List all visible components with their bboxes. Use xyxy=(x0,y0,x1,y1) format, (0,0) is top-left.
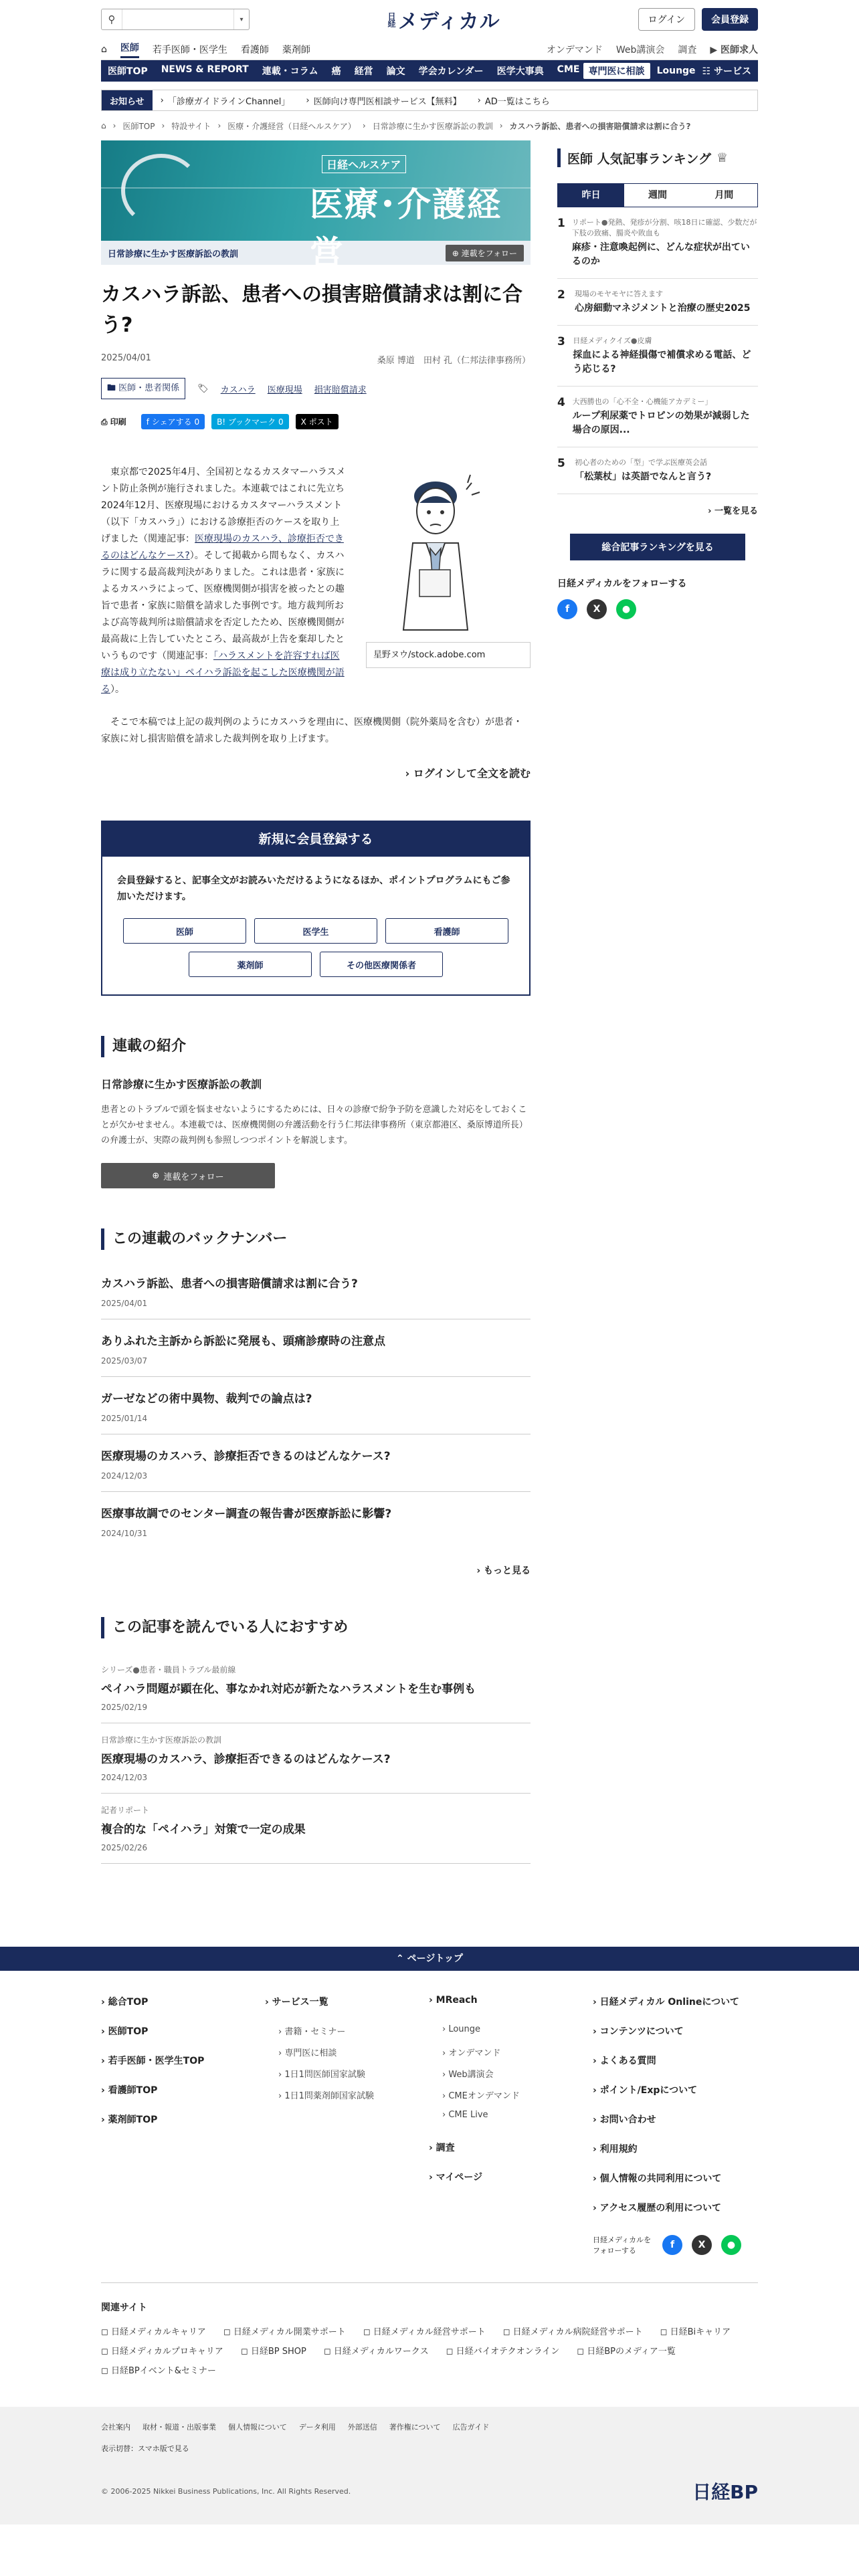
footer-link-label: マイページ xyxy=(436,2172,483,2183)
footer-link[interactable]: › 薬剤師TOP xyxy=(101,2115,158,2125)
hero-brand: 日経ヘルスケア xyxy=(322,155,406,173)
related-link-label: 日経メディカルプロキャリア xyxy=(110,2347,223,2357)
item-title: ガーゼなどの術中異物、裁判での論点は? xyxy=(101,1392,312,1406)
list-item[interactable] xyxy=(101,1794,531,1864)
rank-category: 大西勝也の「心不全・心機能アカデミー」 xyxy=(572,397,712,406)
rank-number: 1 xyxy=(557,217,565,230)
article-text: 東京都で2025年4月、全国初となるカスタマーハラスメント防止条例が施行されました。本連載ではこれに先立ち2024年12月、医療現場におけるカスタマーハラスメント（以下「カスハラ」）における診療拒否のケースを取り上げました（関連記事： xyxy=(101,467,346,544)
follow-series-button[interactable]: ⊕ 連載をフォロー xyxy=(101,1163,275,1188)
list-item[interactable] xyxy=(101,1723,531,1794)
footer-sublink[interactable]: › CMEオンデマンド xyxy=(442,2091,520,2101)
footer-sublink-label: CME Live xyxy=(448,2110,488,2120)
backnumber-list xyxy=(101,1262,531,1549)
ranking-more-link[interactable]: › 一覧を見る xyxy=(708,506,758,516)
related-link-label: 日経メディカル経営サポート xyxy=(373,2327,486,2337)
related-link-label: 日経Biキャリア xyxy=(670,2327,731,2337)
site-logo[interactable] xyxy=(387,5,500,34)
notice-item-label: 「診療ガイドラインChannel」 xyxy=(167,96,290,107)
footer xyxy=(101,1971,758,2376)
item-date: 2025/02/19 xyxy=(101,1703,148,1712)
notice-bar xyxy=(101,90,758,111)
article-text: ）。 xyxy=(110,684,124,695)
ranking-tabs xyxy=(557,183,758,207)
footer-link[interactable]: › マイページ xyxy=(429,2172,483,2183)
footer-sublink[interactable]: › オンデマンド xyxy=(442,2048,501,2058)
follow-series-label: 連載をフォロー xyxy=(461,248,517,258)
list-item[interactable] xyxy=(101,1492,531,1549)
footer-link[interactable]: › 日経メディカル Onlineについて xyxy=(593,1997,740,2008)
related-link[interactable]: ◻ 日経メディカルプロキャリア xyxy=(101,2347,223,2357)
related-link[interactable]: ◻ 日経バイオテクオンライン xyxy=(446,2347,560,2357)
nikkei-bp-logo[interactable]: 日経BP xyxy=(692,2481,758,2503)
footer-sublink-label: Lounge xyxy=(448,2024,481,2034)
footer-sublink[interactable]: › 1日1問薬剤師国家試験 xyxy=(278,2091,374,2101)
footer-social xyxy=(593,2234,757,2256)
footer-link[interactable]: › 総合TOP xyxy=(101,1997,149,2008)
tag-list xyxy=(101,378,531,399)
related-link-label: 日経メディカルキャリア xyxy=(110,2327,206,2337)
nav-nurse[interactable]: 看護師 xyxy=(240,44,269,56)
footer-link-label: 利用規約 xyxy=(599,2144,638,2155)
article-meta xyxy=(101,353,531,366)
nav2-management[interactable]: 経営 xyxy=(354,66,373,77)
item-category: 日常診療に生かす医療訴訟の教訓 xyxy=(101,1735,222,1745)
page-top-button[interactable]: ⌃ ページトップ xyxy=(0,1947,859,1971)
footer-sublink-label: 書籍・セミナー xyxy=(284,2027,346,2037)
x-icon[interactable]: X xyxy=(587,599,607,619)
rank-number: 3 xyxy=(557,335,565,348)
related-link[interactable]: ◻ 日経BP SHOP xyxy=(240,2347,306,2357)
item-title: ありふれた主訴から訴訟に発展も、頭痛診療時の注意点 xyxy=(101,1335,385,1348)
footer-link-label: よくある質問 xyxy=(599,2056,656,2066)
rank-title: 麻疹・注意喚起例に、どんな症状が出ているのか xyxy=(571,242,750,267)
breadcrumb-item[interactable]: 医師TOP xyxy=(122,121,155,131)
nav2-service-label: サービス xyxy=(714,66,751,77)
footer-link[interactable]: › 個人情報の共同利用について xyxy=(593,2173,722,2184)
search-icon[interactable]: ⚲ xyxy=(108,13,116,25)
nav2-cme[interactable]: CME xyxy=(557,64,580,75)
logo-medical: メディカル xyxy=(398,10,500,33)
facebook-share-count: 0 xyxy=(194,417,200,427)
article-paragraph: そこで本稿では上記の裁判例のようにカスハラを理由に、医療機関側（院外薬局を含む）が患者・家族に対し損害賠償を請求した裁判例を取り上げます。 xyxy=(101,717,522,744)
share-bar xyxy=(101,414,531,429)
item-date: 2025/01/14 xyxy=(101,1414,148,1423)
related-article-link[interactable]: 医療現場のカスハラ、診療拒否できるのはどんなケース? xyxy=(101,534,344,561)
related-link-label: 日経BP SHOP xyxy=(250,2347,306,2357)
item-category: 記者リポート xyxy=(101,1806,150,1815)
footer-link-label: 薬剤師TOP xyxy=(108,2115,158,2125)
notice-item[interactable]: › AD一覧はこちら xyxy=(477,95,550,107)
rank-number: 5 xyxy=(557,457,565,470)
related-link[interactable]: ◻ 日経メディカル病院経営サポート xyxy=(502,2327,643,2337)
rank-category: 現場のモヤモヤに答えます xyxy=(575,290,663,298)
tab-monthly[interactable]: 月間 xyxy=(714,190,734,201)
item-title: ペイハラ問題が顕在化、事なかれ対応が新たなハラスメントを生む事例も xyxy=(101,1683,476,1696)
nav2-doctor-top[interactable]: 医師TOP xyxy=(108,66,148,77)
x-post-button[interactable]: X ポスト xyxy=(296,414,339,429)
follow-series-label: 連載をフォロー xyxy=(163,1172,224,1182)
footer-link[interactable]: › 調査 xyxy=(429,2143,455,2153)
bottom-link[interactable]: データ利用 xyxy=(298,2423,336,2432)
figure-caption: 星野ヌウ/stock.adobe.com xyxy=(366,642,531,668)
ranking-item[interactable] xyxy=(557,326,758,387)
related-heading: 関連サイト xyxy=(101,2302,148,2313)
breadcrumb-item[interactable]: 日常診療に生かす医療訴訟の教訓 xyxy=(372,121,493,131)
footer-link[interactable]: › ポイント/Expについて xyxy=(593,2085,698,2096)
tag-link[interactable]: 損害賠償請求 xyxy=(314,385,367,395)
footer-link[interactable]: › コンテンツについて xyxy=(593,2026,684,2037)
nav2-cancer[interactable]: 癌 xyxy=(331,66,341,77)
primary-nav xyxy=(101,39,758,60)
footer-link[interactable]: › よくある質問 xyxy=(593,2056,656,2066)
footer-link[interactable]: › MReach xyxy=(429,1995,478,2006)
related-link-label: 日経メディカル病院経営サポート xyxy=(512,2327,643,2337)
related-link-label: 日経バイオテクオンライン xyxy=(456,2347,560,2357)
list-item[interactable] xyxy=(101,1262,531,1319)
bottom-link[interactable]: 取材・報道・出版事業 xyxy=(142,2423,216,2432)
footer-link-label: MReach xyxy=(436,1995,478,2006)
footer-link-label: お問い合わせ xyxy=(599,2115,656,2125)
item-date: 2025/04/01 xyxy=(101,1299,148,1308)
related-link[interactable]: ◻ 日経メディカル開業サポート xyxy=(223,2327,346,2337)
nav2-calendar[interactable]: 学会カレンダー xyxy=(418,66,484,77)
related-sites xyxy=(101,2282,758,2376)
tag-category-label: 医師・患者関係 xyxy=(118,383,180,393)
related-link[interactable]: ◻ 日経Biキャリア xyxy=(660,2327,731,2337)
series-intro-title[interactable]: 日常診療に生かす医療訴訟の教訓 xyxy=(101,1078,262,1091)
footer-link[interactable]: › 利用規約 xyxy=(593,2144,638,2155)
social-links xyxy=(557,599,758,619)
print-label: 印刷 xyxy=(110,417,126,427)
login-button[interactable]: ログイン xyxy=(638,8,695,31)
item-title: 医療現場のカスハラ、診療拒否できるのはどんなケース? xyxy=(101,1450,391,1463)
footer-sublink[interactable]: › Lounge xyxy=(442,2024,481,2034)
page-top-label: ページトップ xyxy=(407,1953,463,1964)
footer-link-label: 医師TOP xyxy=(108,2026,149,2037)
nav-jobs-label: 医師求人 xyxy=(721,44,758,56)
register-pharmacist-button[interactable]: 薬剤師 xyxy=(189,952,312,977)
footer-col-1 xyxy=(101,1995,265,2256)
rank-title: 採血による神経損傷で補償求める電話、どう応じる? xyxy=(573,350,751,374)
ranking-title: 医師 人気記事ランキング xyxy=(567,151,712,167)
nav2-dictionary[interactable]: 医学大事典 xyxy=(496,66,544,77)
bottom-link[interactable]: 広告ガイド xyxy=(452,2423,490,2432)
ranking-item[interactable] xyxy=(557,207,758,279)
rank-category: 日経メディクイズ●皮膚 xyxy=(573,336,652,345)
article-body xyxy=(101,464,531,748)
more-link-label: もっと見る xyxy=(484,1566,531,1576)
item-date: 2025/02/26 xyxy=(101,1843,148,1852)
article-text: ）。そして掲載から間もなく、カスハラに関する最高裁判決がありました。これは患者・家族によるカスハラによって、医療機関側が損害を被ったとの趣旨で患者・家族に賠償を請求した事例です。地方裁判所および高等裁判所は賠償請求を否定したため、医療機関側が最高裁に上告していたところ、最高裁が上告を棄却したというものです（関連記事： xyxy=(101,550,345,661)
line-icon[interactable]: ● xyxy=(721,2235,741,2255)
ranking-more-label: 一覧を見る xyxy=(714,506,758,516)
notice-item-label: 医師向け専門医相談サービス【無料】 xyxy=(313,96,462,107)
item-date: 2024/12/03 xyxy=(101,1471,148,1481)
footer-sublink-label: CMEオンデマンド xyxy=(448,2091,520,2101)
tag-link[interactable]: 医療現場 xyxy=(267,385,302,395)
footer-col-2 xyxy=(265,1995,429,2256)
login-read-more-link[interactable]: › ログインして全文を読む xyxy=(405,767,531,780)
footer-link-label: 日経メディカル Onlineについて xyxy=(599,1997,740,2008)
secondary-nav xyxy=(101,60,758,82)
hatena-bookmark-label: ブックマーク xyxy=(227,417,276,427)
nav2-paper[interactable]: 論文 xyxy=(386,66,405,77)
breadcrumb-current: カスハラ訴訟、患者への損害賠償請求は割に合う? xyxy=(509,121,691,131)
footer-link[interactable]: › サービス一覧 xyxy=(265,1997,328,2008)
logo-nikkei: 日経 xyxy=(387,12,397,27)
facebook-icon[interactable]: f xyxy=(662,2235,682,2255)
ranking-heading xyxy=(557,148,758,167)
related-link-label: 日経BPイベント&セミナー xyxy=(110,2366,216,2376)
footer-link[interactable]: › 医師TOP xyxy=(101,2026,149,2037)
nav-pharmacist[interactable]: 薬剤師 xyxy=(282,44,310,56)
facebook-share-button[interactable]: f シェアする 0 xyxy=(141,414,205,429)
list-item[interactable] xyxy=(101,1434,531,1492)
footer-col-4 xyxy=(593,1995,757,2256)
bottom-link[interactable]: 著作権について xyxy=(389,2423,441,2432)
more-link[interactable]: › もっと見る xyxy=(476,1566,531,1576)
footer-link[interactable]: › 看護師TOP xyxy=(101,2085,158,2096)
tag-link[interactable]: カスハラ xyxy=(220,385,256,395)
footer-sublink[interactable]: › Web講演会 xyxy=(442,2070,494,2080)
related-link[interactable]: ◻ 日経メディカル経営サポート xyxy=(363,2327,486,2337)
follow-series-button[interactable]: ⊕ 連載をフォロー xyxy=(446,245,524,261)
display-switch-link[interactable]: 表示切替：スマホ版で見る xyxy=(101,2444,189,2453)
footer-link-label: コンテンツについて xyxy=(599,2026,684,2037)
facebook-share-label: シェアする xyxy=(151,417,192,427)
rank-number: 2 xyxy=(557,288,565,302)
bottom-link[interactable]: 個人情報について xyxy=(228,2423,287,2432)
article-date: 2025/04/01 xyxy=(101,353,151,363)
tab-weekly[interactable]: 週間 xyxy=(648,190,667,201)
nav2-lounge[interactable]: Lounge xyxy=(656,66,696,76)
article-title: カスハラ訴訟、患者への損害賠償請求は割に合う? xyxy=(101,283,522,337)
ranking-item[interactable] xyxy=(557,279,758,326)
related-link[interactable]: ◻ 日経BPイベント&セミナー xyxy=(101,2366,216,2376)
tab-yesterday[interactable]: 昨日 xyxy=(558,184,624,207)
nav-ondemand[interactable]: オンデマンド xyxy=(546,44,603,56)
chevron-down-icon[interactable]: ▾ xyxy=(240,15,244,23)
footer-link-label: アクセス履歴の利用について xyxy=(599,2203,721,2214)
breadcrumb-item[interactable]: 特設サイト xyxy=(171,121,211,131)
footer-link[interactable]: › アクセス履歴の利用について xyxy=(593,2203,721,2214)
rank-title: 「松葉杖」は英語でなんと言う? xyxy=(575,471,712,482)
footer-link-label: 個人情報の共同利用について xyxy=(599,2173,722,2184)
item-date: 2025/03/07 xyxy=(101,1356,148,1366)
article-authors: 桑原 博道 田村 孔（仁邦法律事務所） xyxy=(377,356,531,366)
series-intro-desc: 患者とのトラブルで頭を悩ませないようにするためには、日々の診療で紛争予防を意識した対応をしておくことが欠かせません。本連載では、医療機関側の弁護活動を行う仁邦法律事務所（東京都港区、桑原博道所長）の弁護士が、実際の裁判例も参照しつつポイントを解説します。 xyxy=(101,1105,528,1146)
footer-follow-label: 日経メディカルをフォローする xyxy=(593,2236,652,2255)
item-category: シリーズ●患者・職員トラブル最前線 xyxy=(101,1665,236,1675)
footer-sublink-label: 専門医に相談 xyxy=(284,2048,337,2058)
footer-link-label: 看護師TOP xyxy=(108,2085,158,2096)
footer-sublink[interactable]: › 専門医に相談 xyxy=(278,2048,337,2058)
footer-col-3 xyxy=(429,1995,593,2256)
notice-label: お知らせ xyxy=(102,90,153,110)
nav-survey[interactable]: 調査 xyxy=(678,44,697,56)
breadcrumb: ⌂ › 医師TOP › 特設サイト › 医療・介護経営（日経ヘルスケア） › 日常診療に生かす医療訴訟の教訓 › カスハラ訴訟、患者への損害賠償請求は割に合う? xyxy=(101,121,691,131)
item-title: 医療事故調でのセンター調査の報告書が医療訴訟に影響? xyxy=(101,1507,392,1521)
nav-doctor[interactable]: 医師 xyxy=(120,41,139,58)
related-link-label: 日経メディカルワークス xyxy=(333,2347,429,2357)
search-box[interactable] xyxy=(101,9,250,30)
list-item[interactable] xyxy=(101,1319,531,1377)
footer-link-label: 調査 xyxy=(436,2143,455,2153)
line-icon[interactable]: ● xyxy=(616,599,636,619)
notice-item[interactable]: › 「診療ガイドラインChannel」 xyxy=(160,95,290,107)
register-button[interactable]: 会員登録 xyxy=(702,8,758,31)
register-box-title: 新規に会員登録する xyxy=(102,822,529,857)
series-name[interactable]: 日常診療に生かす医療訴訟の教訓 xyxy=(108,249,239,259)
crown-icon: ♕ xyxy=(717,150,729,165)
footer-link[interactable]: › 若手医師・医学生TOP xyxy=(101,2056,205,2066)
tag-category[interactable]: 🖿 医師・患者関係 xyxy=(101,378,185,399)
bottom-link[interactable]: 会社案内 xyxy=(101,2423,130,2432)
item-date: 2024/12/03 xyxy=(101,1773,148,1782)
top-bar xyxy=(101,0,758,39)
page xyxy=(101,0,758,1864)
facebook-icon[interactable]: f xyxy=(557,599,577,619)
doctor-illustration xyxy=(366,469,531,635)
footer-link-label: 総合TOP xyxy=(108,1997,149,2008)
footer-sublink-label: 1日1問医師国家試験 xyxy=(284,2070,365,2080)
register-box xyxy=(101,821,531,996)
register-other-button[interactable]: その他医療関係者 xyxy=(320,952,443,977)
copyright: © 2006-2025 Nikkei Business Publications, Inc. All Rights Reserved. xyxy=(101,2486,351,2496)
notice-item[interactable]: › 医師向け専門医相談サービス【無料】 xyxy=(306,95,462,107)
footer-link-label: ポイント/Expについて xyxy=(599,2085,698,2096)
item-title: 複合的な「ペイハラ」対策で一定の成果 xyxy=(101,1823,306,1836)
related-link[interactable]: ◻ 日経BPのメディア一覧 xyxy=(577,2347,676,2357)
follow-label: 日経メディカルをフォローする xyxy=(557,578,687,589)
backnumber-heading: この連載のバックナンバー xyxy=(101,1228,531,1250)
related-link-label: 日経メディカル開業サポート xyxy=(233,2327,346,2337)
footer-sublink-label: オンデマンド xyxy=(448,2048,501,2058)
notice-item-label: AD一覧はこちら xyxy=(484,96,550,107)
register-box-text: 会員登録すると、記事全文がお読みいただけるようになるほか、ポイントプログラムにもご参加いただけます。 xyxy=(117,875,510,902)
recommend-list xyxy=(101,1653,531,1864)
series-intro-heading: 連載の紹介 xyxy=(101,1036,531,1057)
rank-title: ループ利尿薬でトロピンの効果が減弱した場合の原因... xyxy=(572,411,750,435)
footer-sublink[interactable]: › CME Live xyxy=(442,2110,488,2120)
tag-icon: 🏷 xyxy=(197,383,209,394)
nav-web-lecture[interactable]: Web講演会 xyxy=(615,44,665,56)
home-icon[interactable]: ⌂ xyxy=(101,121,106,130)
item-title: 医療現場のカスハラ、診療拒否できるのはどんなケース? xyxy=(101,1753,391,1766)
related-link[interactable]: ◻ 日経メディカルワークス xyxy=(323,2347,429,2357)
footer-sublink-label: Web講演会 xyxy=(448,2070,494,2080)
hatena-bookmark-button[interactable]: B! ブックマーク 0 xyxy=(211,414,289,429)
main-column xyxy=(101,140,531,1864)
article-figure xyxy=(366,469,531,668)
footer-sublink[interactable]: › 1日1問医師国家試験 xyxy=(278,2070,365,2080)
hatena-bookmark-count: 0 xyxy=(278,417,284,427)
breadcrumb-item[interactable]: 医療・介護経営（日経ヘルスケア） xyxy=(227,121,356,131)
bottom-link[interactable]: 外部送信 xyxy=(347,2423,377,2432)
ranking-item[interactable] xyxy=(557,387,758,447)
search-input[interactable] xyxy=(122,9,234,29)
item-date: 2024/10/31 xyxy=(101,1529,148,1538)
hero-title: 医療･介護経営 xyxy=(310,185,502,272)
footer-sublink-label: 1日1問薬剤師国家試験 xyxy=(284,2091,374,2101)
related-link[interactable]: ◻ 日経メディカルキャリア xyxy=(101,2327,206,2337)
footer-link-label: 若手医師・医学生TOP xyxy=(108,2056,205,2066)
nav2-service[interactable]: ☷ サービス xyxy=(702,66,751,77)
login-read-more-label: ログインして全文を読む xyxy=(413,767,531,780)
footer-sublink[interactable]: › 書籍・セミナー xyxy=(278,2027,346,2037)
print-button[interactable]: ⎙ 印刷 xyxy=(101,417,126,427)
nav2-consult[interactable]: 専門医に相談 xyxy=(583,63,650,79)
sidebar xyxy=(557,140,758,1864)
nav2-column[interactable]: 連載・コラム xyxy=(262,66,318,77)
list-item[interactable] xyxy=(101,1377,531,1434)
home-icon[interactable]: ⌂ xyxy=(101,43,107,55)
related-article-link[interactable]: 「ハラスメントを許容すれば医療は成り立たない」ペイハラ訴訟を起こした医療機関が語る xyxy=(101,651,345,695)
rank-title: 心房細動マネジメントと治療の歴史2025 xyxy=(575,303,751,314)
stethoscope-image xyxy=(121,154,201,227)
register-nurse-button[interactable]: 看護師 xyxy=(385,918,508,944)
rank-category: 初心者のための「型」で学ぶ医療英会話 xyxy=(575,458,707,467)
rank-category: リポート●発熱、発疹が分割、咳18日に確認、少数だが下肢の致痛、腸炎や敗血も xyxy=(571,218,757,237)
nav-jobs[interactable]: ▶ 医師求人 xyxy=(710,44,758,56)
ranking-item[interactable] xyxy=(557,447,758,494)
list-item[interactable] xyxy=(101,1653,531,1723)
footer-link-label: サービス一覧 xyxy=(272,1997,328,2008)
item-title: カスハラ訴訟、患者への損害賠償請求は割に合う? xyxy=(101,1277,358,1291)
register-doctor-button[interactable]: 医師 xyxy=(123,918,246,944)
footer-bottom xyxy=(0,2407,859,2525)
register-student-button[interactable]: 医学生 xyxy=(254,918,377,944)
nav2-news[interactable]: NEWS & REPORT xyxy=(161,64,249,75)
all-ranking-button[interactable]: 総合記事ランキングを見る xyxy=(570,534,745,560)
rank-number: 4 xyxy=(557,396,565,409)
nav-young-doctor[interactable]: 若手医師・医学生 xyxy=(152,44,227,56)
recommend-heading: この記事を読んでいる人におすすめ xyxy=(101,1617,531,1638)
footer-link[interactable]: › お問い合わせ xyxy=(593,2115,656,2125)
related-link-label: 日経BPのメディア一覧 xyxy=(587,2347,676,2357)
x-post-label: ポスト xyxy=(308,417,333,427)
x-icon[interactable]: X xyxy=(692,2235,712,2255)
